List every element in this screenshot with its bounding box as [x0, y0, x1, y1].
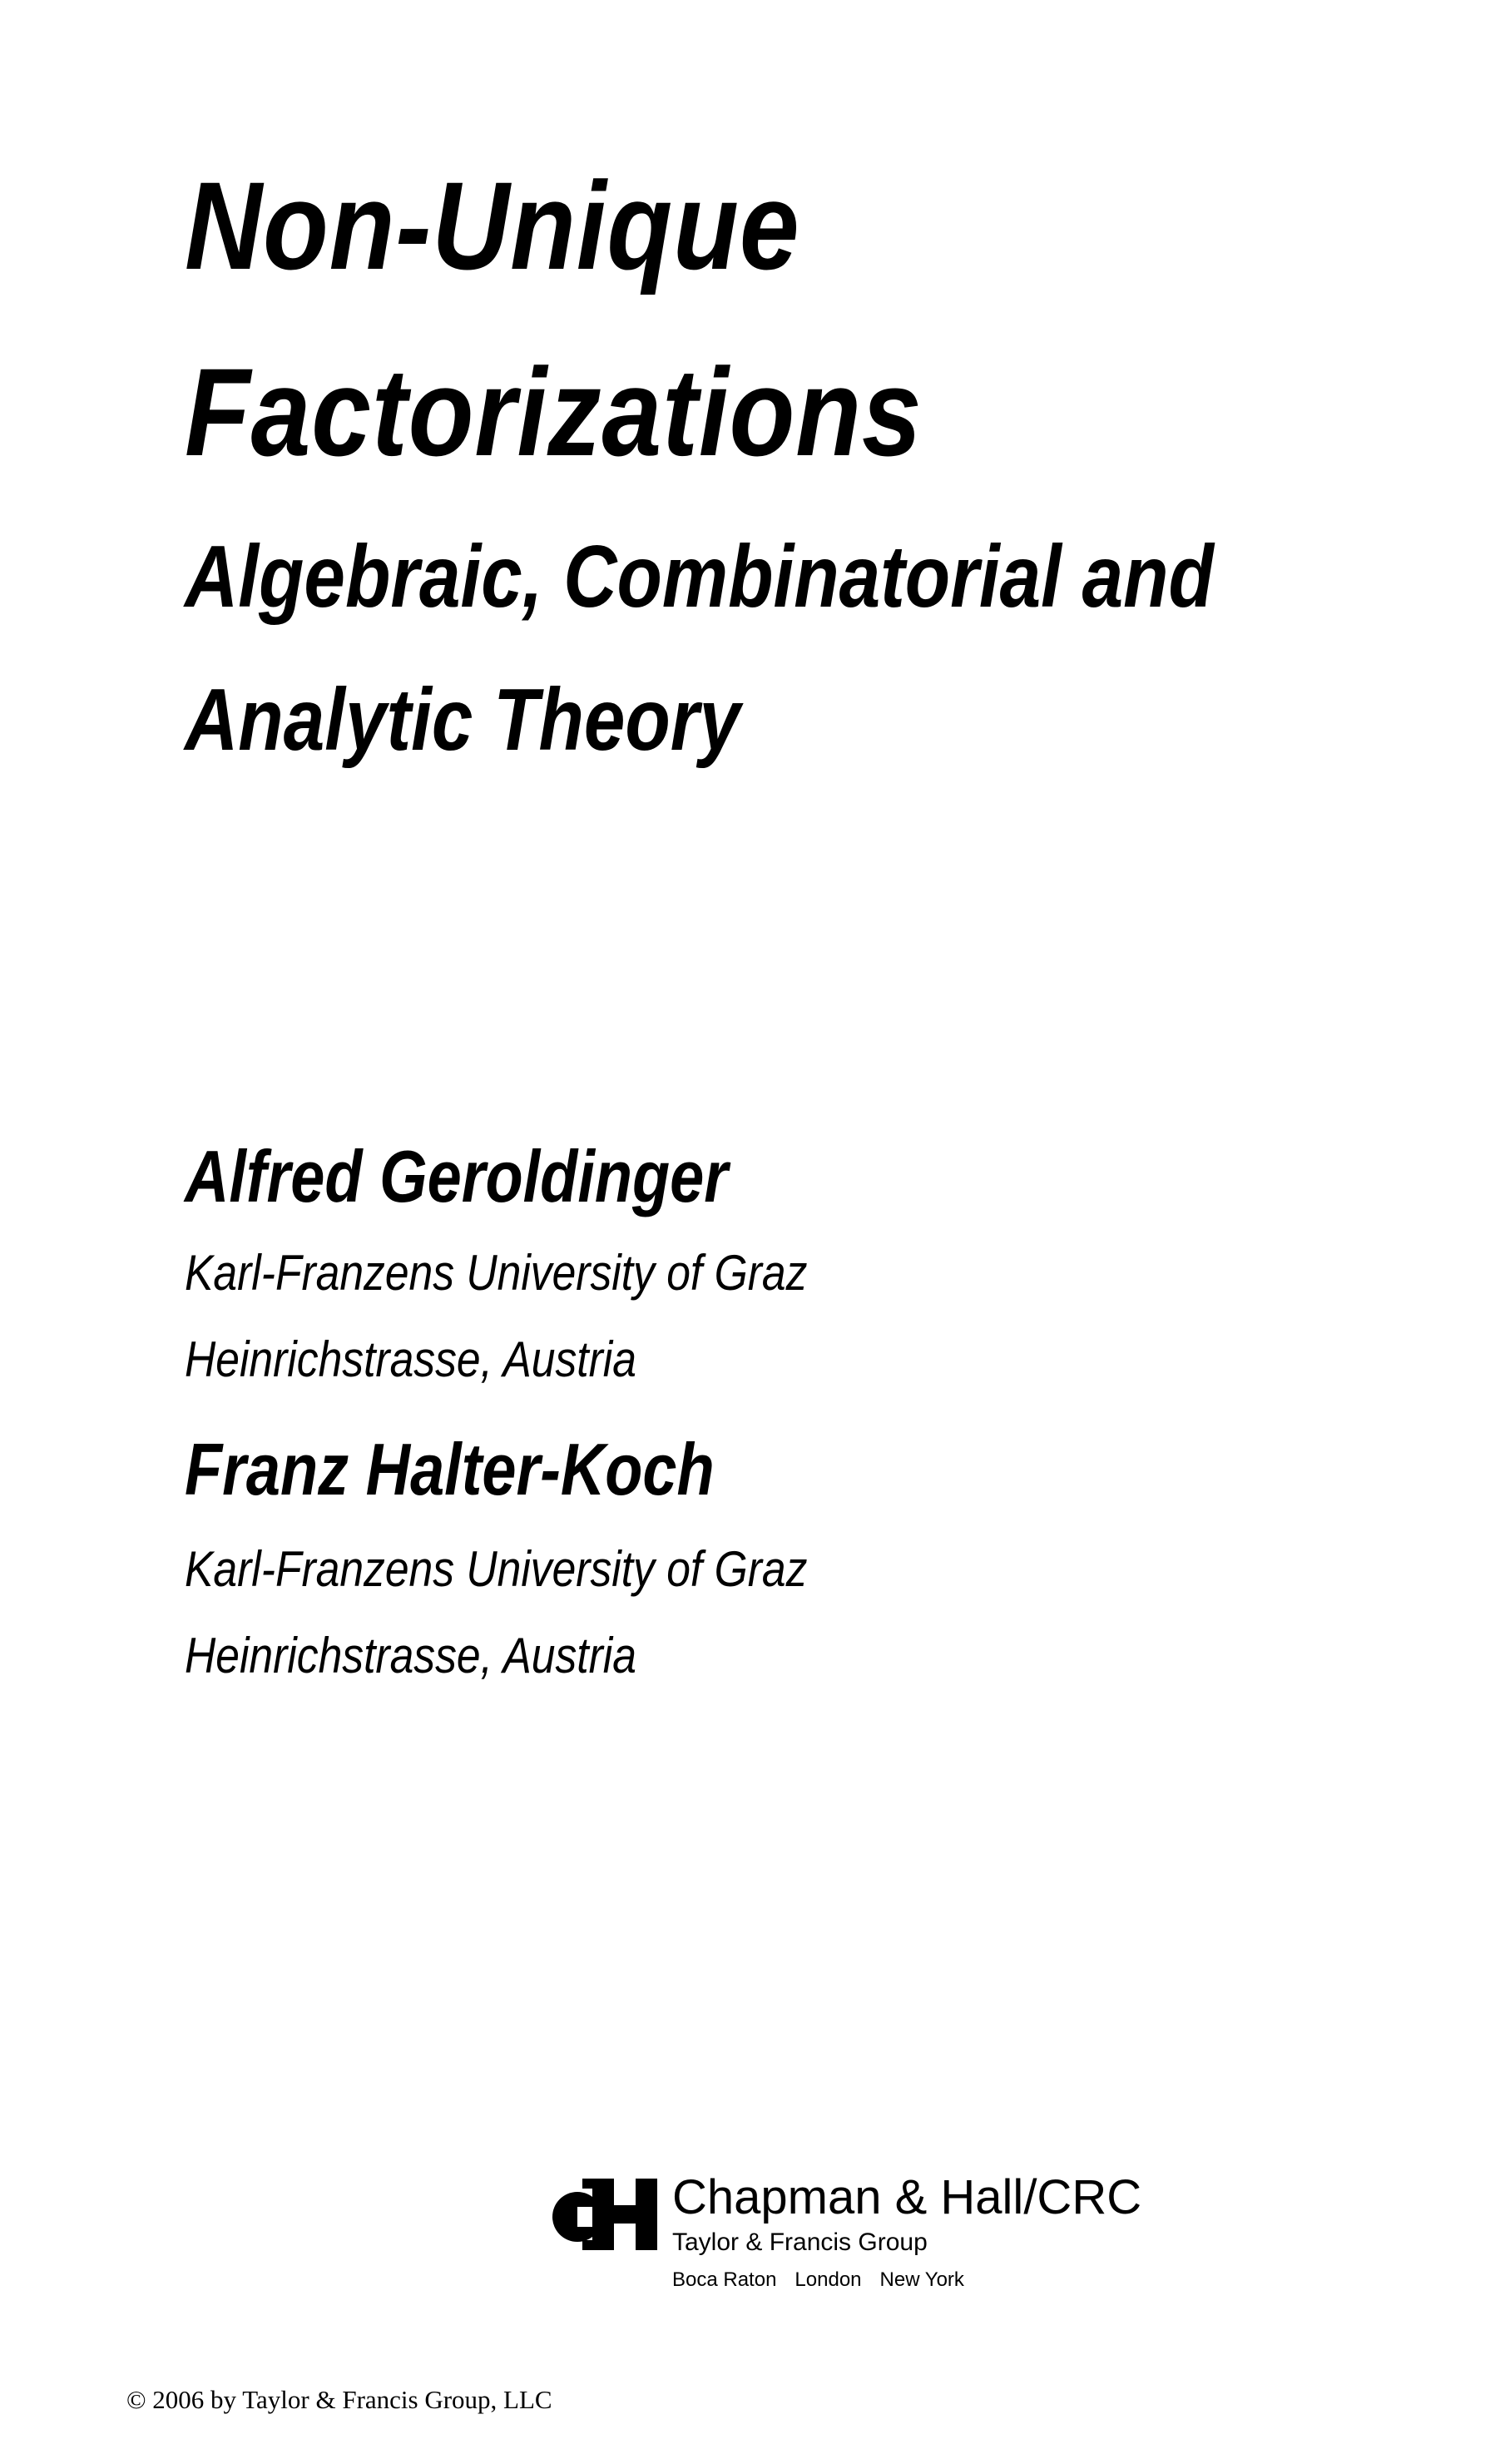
- publisher-city: Boca Raton: [672, 2268, 777, 2291]
- author-1-affiliation-line-2: Heinrichstrasse, Austria: [185, 1331, 636, 1387]
- publisher-group: Taylor & Francis Group: [672, 2229, 928, 2256]
- chapman-hall-ch-logo-icon: [549, 2175, 666, 2252]
- author-2-affiliation-line-1: Karl-Franzens University of Graz: [185, 1541, 808, 1597]
- publisher-cities: [672, 2270, 964, 2290]
- author-2-affiliation-line-2: Heinrichstrasse, Austria: [185, 1628, 636, 1683]
- publisher-city: New York: [879, 2268, 964, 2291]
- book-subtitle-line-2: Analytic Theory: [185, 671, 740, 769]
- book-title-line-2: Factorizations: [185, 342, 923, 482]
- publisher-name: Chapman & Hall/CRC: [672, 2170, 1142, 2224]
- copyright-notice: © 2006 by Taylor & Francis Group, LLC: [126, 2385, 552, 2414]
- publisher-city: London: [795, 2268, 862, 2291]
- author-name-1: Alfred Geroldinger: [185, 1135, 729, 1217]
- author-1-affiliation-line-1: Karl-Franzens University of Graz: [185, 1245, 808, 1301]
- book-title-line-1: Non-Unique: [185, 156, 800, 295]
- book-subtitle-line-1: Algebraic, Combinatorial and: [185, 528, 1214, 626]
- author-name-2: Franz Halter-Koch: [185, 1428, 715, 1510]
